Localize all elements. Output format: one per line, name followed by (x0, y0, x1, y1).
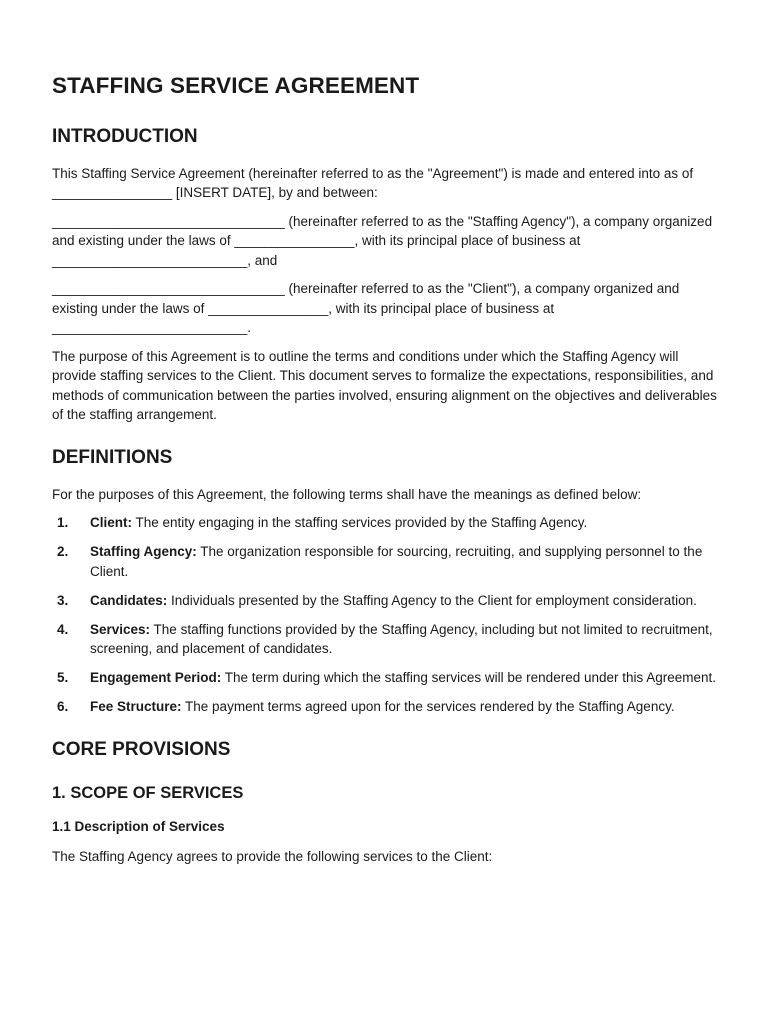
definition-text: The entity engaging in the staffing services provided by the Staffing Agency. (132, 515, 588, 531)
scope-of-services-heading: 1. SCOPE OF SERVICES (52, 784, 244, 803)
definition-term: Fee Structure: (90, 699, 182, 715)
description-of-services-heading: 1.1 Description of Services (52, 819, 225, 835)
list-number: 1. (57, 515, 69, 531)
list-number: 2. (57, 544, 69, 560)
list-number: 3. (57, 592, 69, 608)
definition-term: Staffing Agency: (90, 544, 197, 560)
definition-item-client (52, 513, 718, 533)
introduction-paragraph-staffing-agency: _______________________________ (hereinafter referred to as the "Staffing Agency"), a company organized and existing under the laws of ________________, with its principal place of business at __________________________, and (52, 213, 713, 268)
definition-term: Client: (90, 515, 132, 531)
definition-text: The payment terms agreed upon for the services rendered by the Staffing Agency. (181, 699, 675, 715)
definition-term: Services: (90, 621, 151, 637)
introduction-paragraph-purpose: The purpose of this Agreement is to outline the terms and conditions under which the Staffing Agency will provide staffing services to the Client. This document serves to formalize the expectations, responsibilities, and methods of communication between the parties involved, ensuring alignment on the objectives and deliverables of the staffing arrangement. (52, 348, 717, 423)
definition-text: Individuals presented by the Staffing Agency to the Client for employment consideration. (167, 592, 697, 608)
definition-text: The organization responsible for sourcing, recruiting, and supplying personnel to the Client. (90, 544, 703, 579)
definition-term: Candidates: (90, 592, 168, 608)
definition-text: The staffing functions provided by the Staffing Agency, including but not limited to recruitment, screening, and placement of candidates. (90, 621, 713, 657)
definition-term: Engagement Period: (90, 670, 222, 686)
definition-item-services (52, 620, 718, 659)
list-number: 5. (57, 670, 69, 686)
introduction-heading: INTRODUCTION (52, 126, 198, 147)
definitions-intro: For the purposes of this Agreement, the following terms shall have the meanings as defined below: (52, 486, 642, 502)
list-number: 6. (57, 699, 69, 715)
definition-item-staffing-agency (52, 542, 718, 581)
core-provisions-heading: CORE PROVISIONS (52, 738, 231, 760)
list-number: 4. (57, 621, 69, 637)
introduction-paragraph-client: _______________________________ (hereinafter referred to as the "Client"), a company organized and existing under the laws of ________________, with its principal place of business at __________________________. (52, 281, 680, 336)
introduction-paragraph-date: This Staffing Service Agreement (hereinafter referred to as the "Agreement") is made and entered into as of ________________ [INSERT DATE], by and between: (52, 165, 694, 201)
definition-item-fee-structure (52, 697, 718, 717)
definitions-list (52, 513, 718, 717)
definition-text: The term during which the staffing services will be rendered under this Agreement. (221, 670, 717, 686)
definitions-heading: DEFINITIONS (52, 446, 173, 468)
definition-item-candidates (52, 591, 718, 611)
scope-paragraph: The Staffing Agency agrees to provide the following services to the Client: (52, 849, 493, 865)
definition-item-engagement-period (52, 668, 718, 688)
document-title: STAFFING SERVICE AGREEMENT (52, 73, 420, 98)
